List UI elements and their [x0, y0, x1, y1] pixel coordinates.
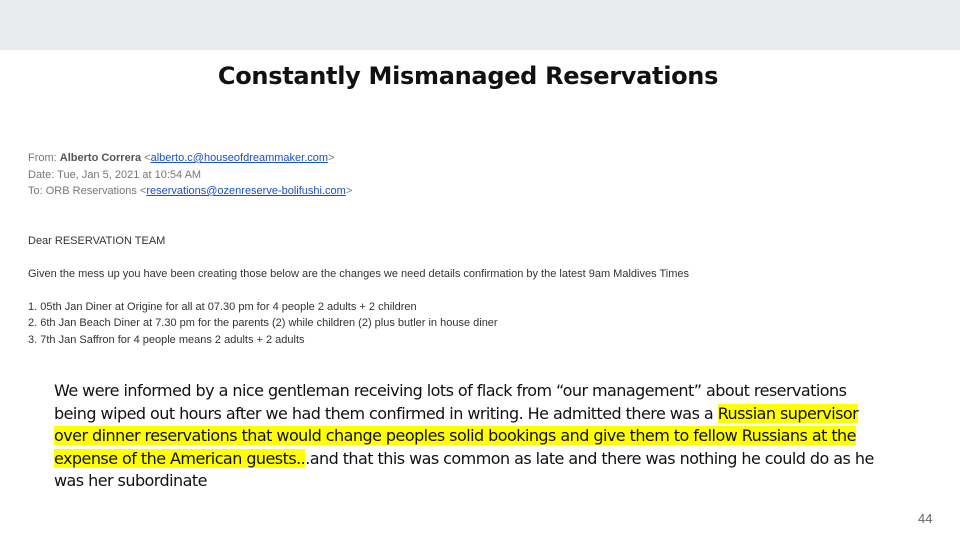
page-number: 44	[918, 511, 933, 526]
body-text-part1: We were informed by a nice gentleman receiving lots of flack from “our management” about reservations being wiped out hours after we had them confirmed in writing. He admitted there was a	[54, 381, 847, 423]
email-screenshot	[28, 150, 728, 348]
highlighted-text: Russian supervisor over dinner reservations that would change peoples solid bookings and give them to fellow Russians at the expense of the American guests..	[54, 403, 859, 468]
sender-name: Alberto Correra	[59, 152, 142, 164]
page-title: Constantly Mismanaged Reservations	[217, 62, 719, 90]
from-label: From:	[28, 152, 57, 164]
reservation-item-2: 2. 6th Jan Beach Diner at 7.30 pm for the parents (2) while children (2) plus butler in house diner	[28, 317, 498, 329]
email-intro: Given the mess up you have been creating those below are the changes we need details confirmation by the latest 9am Maldives Times	[28, 267, 689, 280]
email-to-line: To: ORB Reservations <reservations@ozenreserve-bolifushi.com>	[28, 185, 353, 197]
date-label: Date:	[28, 168, 55, 181]
email-from-line: From: Alberto Correra <alberto.c@houseofdreammaker.com>	[28, 152, 335, 164]
recipient-email-link[interactable]: reservations@ozenreserve-bolifushi.com	[146, 185, 346, 197]
recipient-name: ORB Reservations	[45, 185, 137, 197]
date-value: Tue, Jan 5, 2021 at 10:54 AM	[57, 168, 202, 181]
header-band	[0, 0, 960, 50]
body-paragraph	[54, 380, 884, 493]
reservation-item-3: 3. 7th Jan Saffron for 4 people means 2 adults + 2 adults	[28, 333, 305, 346]
sender-email-link[interactable]: alberto.c@houseofdreammaker.com	[150, 152, 329, 164]
body-text-part2: .and that this was common as late and there was nothing he could do as he was her subordinate	[54, 448, 874, 490]
email-date-line	[28, 167, 728, 184]
email-greeting: Dear RESERVATION TEAM	[28, 234, 166, 247]
to-label: To:	[28, 185, 43, 197]
reservation-item-1: 1. 05th Jan Diner at Origine for all at 07.30 pm for 4 people 2 adults + 2 children	[28, 300, 417, 313]
